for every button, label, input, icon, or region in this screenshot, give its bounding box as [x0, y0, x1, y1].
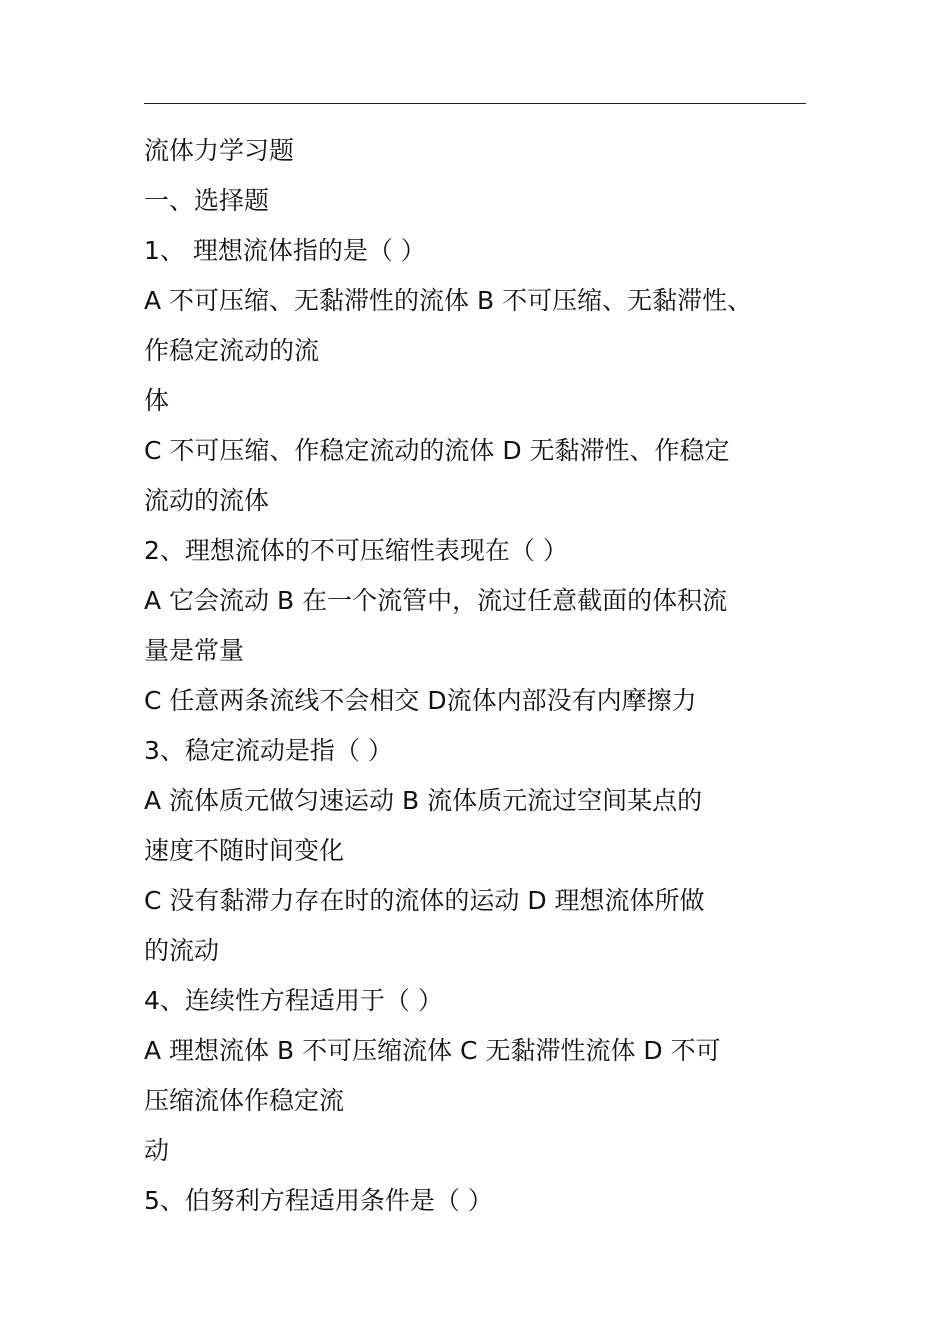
question-1-options-cont: 体: [144, 386, 170, 415]
question-4-options: A 理想流体 B 不可压缩流体 C 无黏滞性流体 D 不可: [144, 1036, 721, 1065]
question-2: 2、理想流体的不可压缩性表现在（ ）: [144, 536, 568, 565]
header-rule: [144, 103, 806, 104]
section-heading: 一、选择题: [144, 186, 270, 215]
question-2-options-cd: C 任意两条流线不会相交 D流体内部没有内摩擦力: [144, 686, 697, 715]
question-2-options-cont: 量是常量: [144, 636, 245, 665]
question-1-options-cd: C 不可压缩、作稳定流动的流体 D 无黏滞性、作稳定: [144, 436, 730, 465]
question-3-options-cd-cont: 的流动: [144, 936, 220, 965]
question-1-options: A 不可压缩、无黏滞性的流体 B 不可压缩、无黏滞性、: [144, 286, 753, 315]
question-1-options-cont: 作稳定流动的流: [144, 336, 320, 365]
question-1-options-cd-cont: 流动的流体: [144, 486, 270, 515]
question-4-options-cont: 压缩流体作稳定流: [144, 1086, 345, 1115]
document-title: 流体力学习题: [144, 136, 295, 165]
question-4-options-cont: 动: [144, 1136, 170, 1165]
question-5: 5、伯努利方程适用条件是（ ）: [144, 1186, 493, 1215]
question-3-options-cd: C 没有黏滞力存在时的流体的运动 D 理想流体所做: [144, 886, 705, 915]
question-3: 3、稳定流动是指（ ）: [144, 736, 393, 765]
question-3-options: A 流体质元做匀速运动 B 流体质元流过空间某点的: [144, 786, 703, 815]
question-2-options: A 它会流动 B 在一个流管中，流过任意截面的体积流: [144, 586, 728, 615]
document-body: [144, 126, 812, 1226]
question-4: 4、连续性方程适用于（ ）: [144, 986, 443, 1015]
question-3-options-cont: 速度不随时间变化: [144, 836, 345, 865]
question-1: 1、 理想流体指的是（ ）: [144, 236, 426, 265]
